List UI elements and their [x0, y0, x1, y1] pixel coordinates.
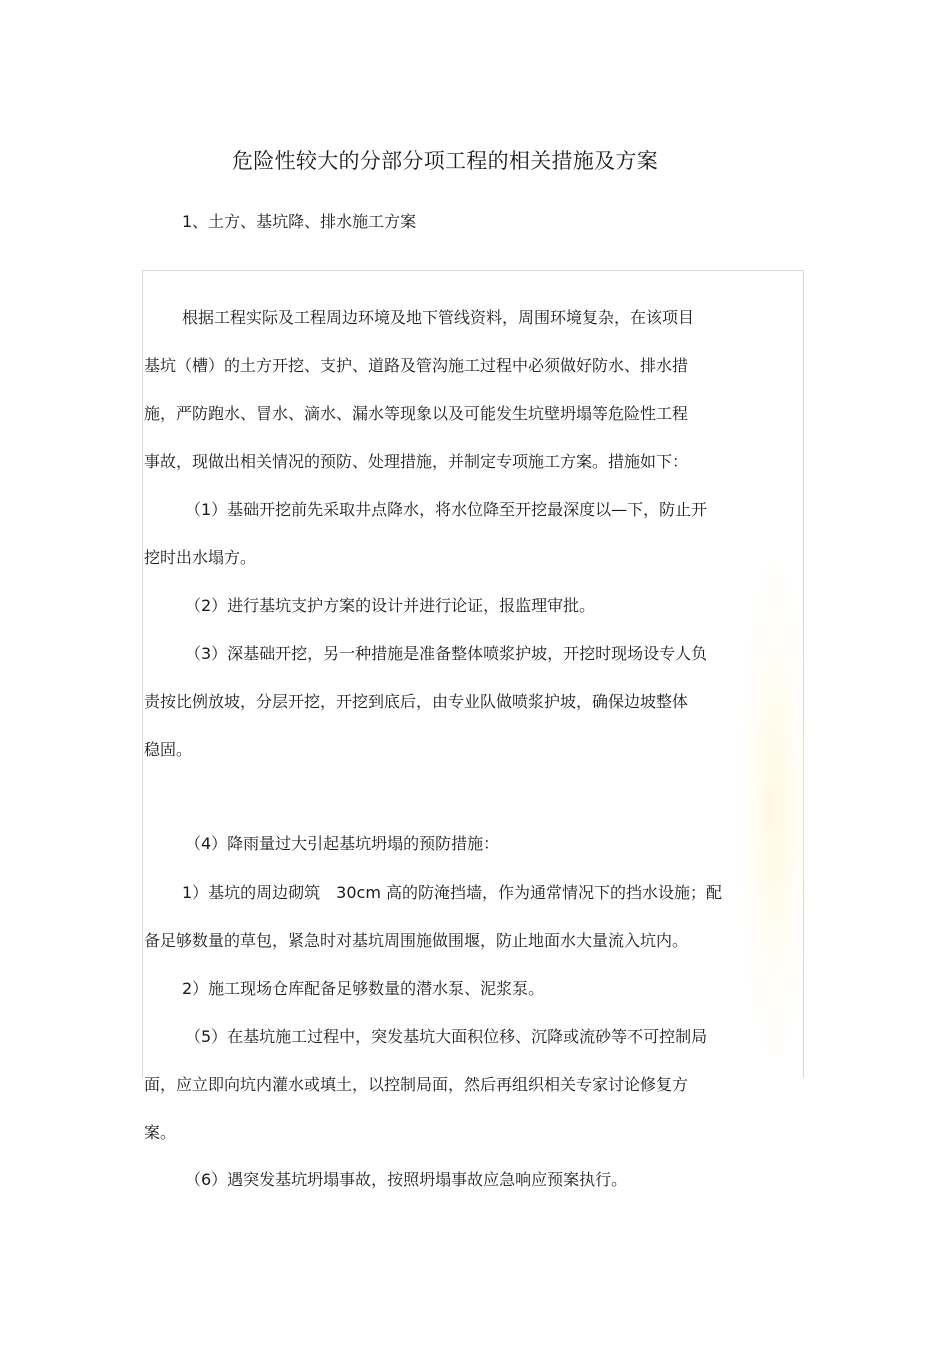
- body-line: 基坑（槽）的土方开挖、支护、道路及管沟施工过程中必须做好防水、排水措: [144, 356, 689, 375]
- document-title: 危险性较大的分部分项工程的相关措施及方案: [232, 149, 658, 173]
- body-line: 1）基坑的周边砌筑 30cm 高的防淹挡墙，作为通常情况下的挡水设施；配: [182, 883, 723, 902]
- section-heading: 1、土方、基坑降、排水施工方案: [182, 212, 417, 231]
- body-line: （4）降雨量过大引起基坑坍塌的预防措施：: [185, 834, 500, 853]
- body-line: 施，严防跑水、冒水、滴水、漏水等现象以及可能发生坑壁坍塌等危险性工程: [144, 404, 689, 423]
- body-line: （3）深基础开挖，另一种措施是准备整体喷浆护坡，开挖时现场设专人负: [185, 644, 708, 663]
- body-line: 稳固。: [144, 740, 193, 759]
- body-line: （6）遇突发基坑坍塌事故，按照坍塌事故应急响应预案执行。: [185, 1170, 628, 1189]
- body-line: 2）施工现场仓库配备足够数量的潜水泵、泥浆泵。: [182, 979, 545, 998]
- body-line: 责按比例放坡，分层开挖，开挖到底后，由专业队做喷浆护坡，确保边坡整体: [144, 692, 689, 711]
- body-line: 面，应立即向坑内灌水或填土，以控制局面，然后再组织相关专家讨论修复方: [144, 1075, 689, 1094]
- body-line: （5）在基坑施工过程中，突发基坑大面积位移、沉降或流砂等不可控制局: [185, 1027, 708, 1046]
- body-line: 事故，现做出相关情况的预防、处理措施，并制定专项施工方案。措施如下：: [144, 452, 689, 471]
- body-line: 备足够数量的草包，紧急时对基坑周围施做围堰，防止地面水大量流入坑内。: [144, 931, 689, 950]
- body-line: 根据工程实际及工程周边环境及地下管线资料，周围环境复杂，在该项目: [182, 308, 695, 327]
- body-line: 案。: [144, 1123, 177, 1142]
- body-line: （1）基础开挖前先采取井点降水，将水位降至开挖最深度以—下，防止开: [185, 500, 708, 519]
- body-line: （2）进行基坑支护方案的设计并进行论证，报监理审批。: [185, 596, 596, 615]
- content-frame: [142, 270, 804, 1078]
- body-line: 挖时出水塌方。: [144, 548, 257, 567]
